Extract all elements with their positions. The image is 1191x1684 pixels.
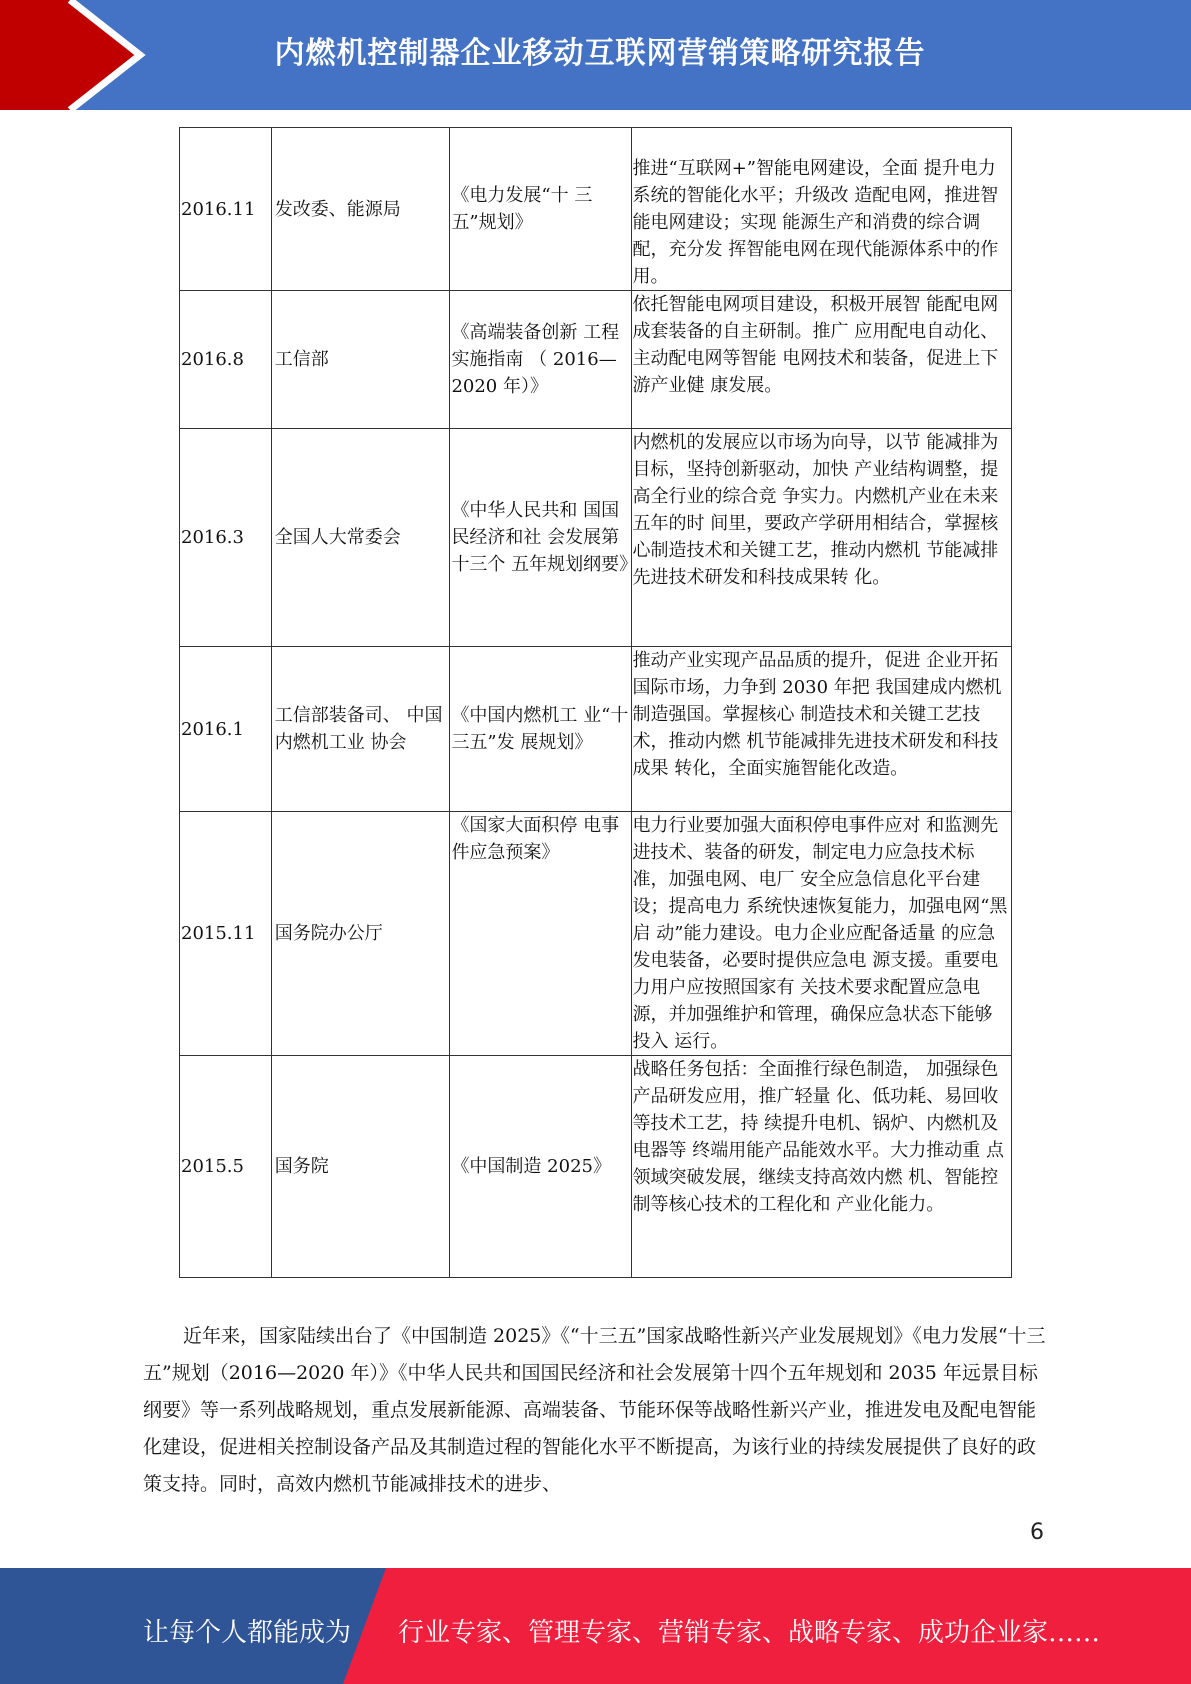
page-header <box>0 0 1191 110</box>
page-footer <box>0 1568 1191 1684</box>
cell-department: 工信部 <box>271 291 450 429</box>
table-row <box>180 1056 1012 1278</box>
table-row <box>180 291 1012 429</box>
page-number: 6 <box>1030 1520 1044 1545</box>
cell-description: 推进“互联网+”智能电网建设，全面 提升电力系统的智能化水平；升级改 造配电网，推进智能电网建设；实现 能源生产和消费的综合调配，充分发 挥智能电网在现代能源体系中的作 用。 <box>631 128 1011 291</box>
cell-description: 战略任务包括：全面推行绿色制造， 加强绿色产品研发应用，推广轻量 化、低功耗、易回收等技术工艺，持 续提升电机、锅炉、内燃机及电器等 终端用能产品能效水平。大力推动重 点领域突破发展，继续支持高效内燃 机、智能控制等核心技术的工程化和 产业化能力。 <box>631 1056 1011 1278</box>
policy-table <box>179 127 1012 1278</box>
body-text <box>143 1318 1048 1503</box>
cell-department: 国务院办公厅 <box>271 812 450 1056</box>
report-title: 内燃机控制器企业移动互联网营销策略研究报告 <box>274 36 926 71</box>
cell-department: 国务院 <box>271 1056 450 1278</box>
cell-description: 依托智能电网项目建设，积极开展智 能配电网成套装备的自主研制。推广 应用配电自动化、主动配电网等智能 电网技术和装备，促进上下游产业健 康发展。 <box>631 291 1011 429</box>
cell-date: 2015.5 <box>180 1056 272 1278</box>
table-row <box>180 647 1012 812</box>
cell-description: 内燃机的发展应以市场为向导，以节 能减排为目标，坚持创新驱动，加快 产业结构调整，提高全行业的综合竞 争实力。内燃机产业在未来五年的时 间里，要政产学研用相结合，掌握核 心制造技术和关键工艺，推动内燃机 节能减排先进技术研发和科技成果转 化。 <box>631 429 1011 647</box>
cell-department: 发改委、能源局 <box>271 128 450 291</box>
cell-date: 2016.1 <box>180 647 272 812</box>
cell-description: 电力行业要加强大面积停电事件应对 和监测先进技术、装备的研发，制定电力应急技术标准，加强电网、电厂 安全应急信息化平台建设；提高电力 系统快速恢复能力，加强电网“黑启 动”能力建设。电力企业应配备适量 的应急发电装备，必要时提供应急电 源支援。重要电力用户应按照国家有 关技术要求配置应急电源，并加强维护和管理，确保应急状态下能够投入 运行。 <box>631 812 1011 1056</box>
footer-slogan-right: 行业专家、管理专家、营销专家、战略专家、成功企业家…… <box>398 1618 1101 1648</box>
header-red-block <box>0 0 70 110</box>
body-paragraph: 近年来，国家陆续出台了《中国制造 2025》《“十三五”国家战略性新兴产业发展规划》《电力发展“十三五”规划（2016—2020 年）》《中华人民共和国国民经济和社会发展第十四个五年规划和 2035 年远景目标纲要》等一系列战略规划，重点发展新能源、高端装备、节能环保等战略性新兴产业，推进发电及配电智能化建设，促进相关控制设备产品及其制造过程的智能化水平不断提高，为该行业的持续发展提供了良好的政策支持。同时，高效内燃机节能减排技术的进步、 <box>143 1325 1046 1495</box>
cell-description: 推动产业实现产品品质的提升，促进 企业开拓国际市场，力争到 2030 年把 我国建成内燃机制造强国。掌握核心 制造技术和关键工艺技术，推动内燃 机节能减排先进技术研发和科技成果 转化，全面实施智能化改造。 <box>631 647 1011 812</box>
cell-department: 全国人大常委会 <box>271 429 450 647</box>
cell-document: 《国家大面积停 电事件应急预案》 <box>450 812 631 1056</box>
footer-slogan-left: 让每个人都能成为 <box>143 1618 352 1648</box>
cell-document: 《中国制造 2025》 <box>450 1056 631 1278</box>
cell-date: 2016.11 <box>180 128 272 291</box>
cell-document: 《中华人民共和 国国民经济和社 会发展第十三个 五年规划纲要》 <box>450 429 631 647</box>
table-row <box>180 812 1012 1056</box>
table-row <box>180 429 1012 647</box>
cell-document: 《高端装备创新 工程实施指南 （ 2016—2020 年）》 <box>450 291 631 429</box>
cell-date: 2015.11 <box>180 812 272 1056</box>
cell-date: 2016.3 <box>180 429 272 647</box>
cell-document: 《中国内燃机工 业“十三五”发 展规划》 <box>450 647 631 812</box>
cell-department: 工信部装备司、 中国内燃机工业 协会 <box>271 647 450 812</box>
cell-document: 《电力发展“十 三五”规划》 <box>450 128 631 291</box>
cell-date: 2016.8 <box>180 291 272 429</box>
table-row <box>180 128 1012 291</box>
header-chevron-icon <box>68 0 158 110</box>
